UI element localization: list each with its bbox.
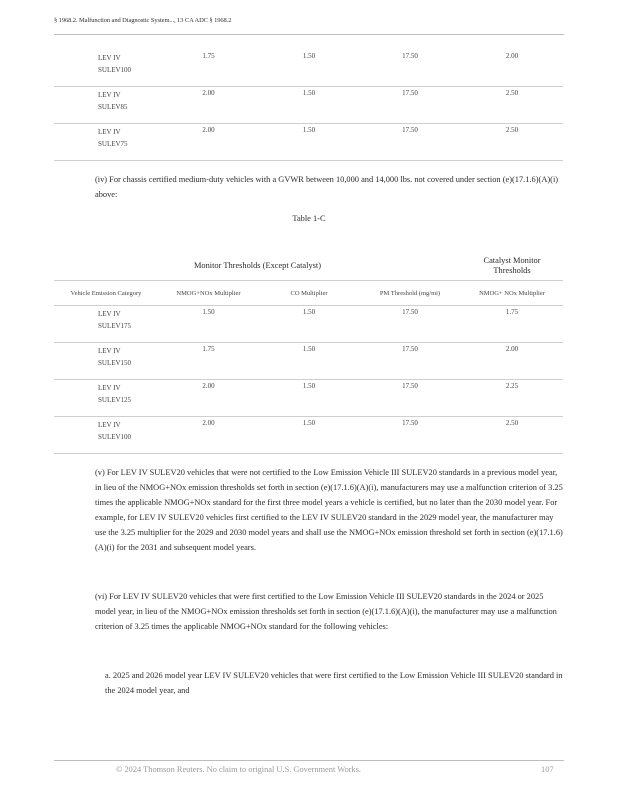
nmog-nox-multiplier-cell: 2.00 — [158, 124, 259, 161]
catalyst-multiplier-cell: 2.50 — [461, 87, 563, 124]
table-row — [54, 417, 563, 454]
pm-threshold-cell: 17.50 — [359, 124, 461, 161]
footer-divider — [54, 760, 564, 761]
catalyst-multiplier-cell: 1.75 — [461, 306, 563, 343]
column-header: Vehicle Emission Category — [54, 281, 158, 306]
pm-threshold-cell: 17.50 — [359, 380, 461, 417]
table-row — [54, 87, 563, 124]
table-row — [54, 52, 563, 87]
running-header: § 1968.2. Malfunction and Diagnostic System..., 13 CA ADC § 1968.2 — [54, 17, 232, 24]
vehicle-category-cell: LEV IV SULEV100 — [54, 52, 158, 87]
vehicle-category-cell: LEV IV SULEV85 — [54, 87, 158, 124]
catalyst-multiplier-cell: 2.25 — [461, 380, 563, 417]
paragraph-v: (v) For LEV IV SULEV20 vehicles that were not certified to the Low Emission Vehicle III SULEV20 standards in a previous model year, in lieu of the NMOG+NOx emission thresholds set forth in section (e)(17.1.6)(A)(i), manufacturers may use a malfunction criterion of 3.25 times the applicable NMOG+NOx standard for the first three model years a vehicle is certified, but no later than the 2030 model year. For example, for LEV IV SULEV20 vehicles first certified to the LEV IV SULEV20 standard in the 2029 model year, the manufacturer may use the 3.25 multiplier for the 2029 and 2030 model years and shall use the NMOG+NOx emission threshold set forth in section (e)(17.1.6)(A)(i) for the 2031 and subsequent model years. — [95, 468, 563, 552]
nmog-nox-multiplier-cell: 1.50 — [158, 306, 259, 343]
catalyst-multiplier-cell: 2.00 — [461, 52, 563, 87]
nmog-nox-multiplier-cell: 2.00 — [158, 380, 259, 417]
pm-threshold-cell: 17.50 — [359, 87, 461, 124]
vehicle-category-cell: LEV IV SULEV125 — [54, 380, 158, 417]
co-multiplier-cell: 1.50 — [259, 306, 359, 343]
pm-threshold-cell: 17.50 — [359, 52, 461, 87]
co-multiplier-cell: 1.50 — [259, 343, 359, 380]
catalyst-thresholds-group-header: Catalyst Monitor Thresholds — [461, 252, 563, 281]
column-header: NMOG+NOx Multiplier — [158, 281, 259, 306]
table-caption: Table 1-C — [292, 214, 326, 223]
column-header: CO Multiplier — [259, 281, 359, 306]
pm-threshold-cell: 17.50 — [359, 306, 461, 343]
copyright-notice: © 2024 Thomson Reuters. No claim to original U.S. Government Works. — [116, 765, 361, 774]
vehicle-category-cell: LEV IV SULEV175 — [54, 306, 158, 343]
table-1-c — [54, 252, 563, 454]
column-header: NMOG+ NOx Multiplier — [461, 281, 563, 306]
paragraph-a: a. 2025 and 2026 model year LEV IV SULEV20 vehicles that were first certified to the Low Emission Vehicle III SULEV20 standard in the 2024 model year, and — [105, 671, 563, 695]
nmog-nox-multiplier-cell: 2.00 — [158, 87, 259, 124]
vehicle-category-cell: LEV IV SULEV150 — [54, 343, 158, 380]
continuation-table — [54, 52, 563, 161]
co-multiplier-cell: 1.50 — [259, 52, 359, 87]
monitor-thresholds-group-header: Monitor Thresholds (Except Catalyst) — [54, 252, 461, 281]
paragraph-iv: (iv) For chassis certified medium-duty vehicles with a GVWR between 10,000 and 14,000 lbs. not covered under section (e)(17.1.6)(A)(i) above: — [95, 175, 559, 199]
table-row — [54, 380, 563, 417]
column-header: PM Threshold (mg/mi) — [359, 281, 461, 306]
catalyst-multiplier-cell: 2.50 — [461, 124, 563, 161]
co-multiplier-cell: 1.50 — [259, 87, 359, 124]
catalyst-multiplier-cell: 2.50 — [461, 417, 563, 454]
header-divider — [54, 34, 564, 35]
table-row — [54, 306, 563, 343]
nmog-nox-multiplier-cell: 2.00 — [158, 417, 259, 454]
catalyst-multiplier-cell: 2.00 — [461, 343, 563, 380]
co-multiplier-cell: 1.50 — [259, 124, 359, 161]
pm-threshold-cell: 17.50 — [359, 343, 461, 380]
nmog-nox-multiplier-cell: 1.75 — [158, 343, 259, 380]
paragraph-vi: (vi) For LEV IV SULEV20 vehicles that were first certified to the Low Emission Vehicle III SULEV20 standards in the 2024 or 2025 model year, in lieu of the NMOG+NOx emission thresholds set forth in section (e)(17.1.6)(A)(i), the manufacturer may use a malfunction criterion of 3.25 times the applicable NMOG+NOx standard for the following vehicles: — [95, 592, 557, 631]
co-multiplier-cell: 1.50 — [259, 380, 359, 417]
table-row — [54, 124, 563, 161]
nmog-nox-multiplier-cell: 1.75 — [158, 52, 259, 87]
vehicle-category-cell: LEV IV SULEV100 — [54, 417, 158, 454]
table-row — [54, 343, 563, 380]
co-multiplier-cell: 1.50 — [259, 417, 359, 454]
page-number: 107 — [541, 765, 554, 774]
vehicle-category-cell: LEV IV SULEV75 — [54, 124, 158, 161]
pm-threshold-cell: 17.50 — [359, 417, 461, 454]
